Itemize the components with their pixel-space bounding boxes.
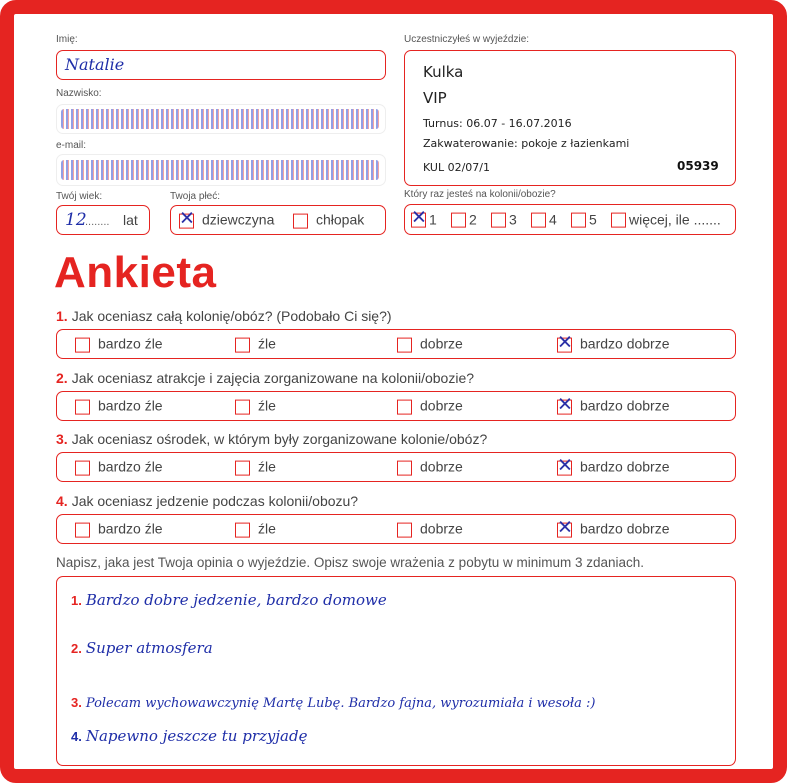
page-title: Ankieta bbox=[54, 248, 217, 297]
times-field bbox=[404, 204, 736, 235]
rating-option[interactable] bbox=[235, 398, 276, 415]
question-2-options bbox=[56, 391, 736, 421]
age-field[interactable] bbox=[56, 205, 150, 235]
question-4-text bbox=[56, 493, 358, 509]
question-2-text bbox=[56, 370, 474, 386]
rating-option[interactable] bbox=[75, 336, 163, 353]
checkbox-icon[interactable] bbox=[557, 522, 572, 537]
camp-name: Kulka bbox=[423, 63, 464, 81]
checkbox-icon[interactable] bbox=[235, 399, 250, 414]
checkbox-icon[interactable] bbox=[411, 213, 426, 228]
checkbox-icon[interactable] bbox=[397, 522, 412, 537]
checkbox-icon[interactable] bbox=[557, 460, 572, 475]
rating-label: bardzo dobrze bbox=[580, 335, 670, 352]
checkbox-icon[interactable] bbox=[397, 337, 412, 352]
checkbox-icon[interactable] bbox=[571, 213, 586, 228]
question-1-text bbox=[56, 308, 392, 324]
checkbox-icon[interactable] bbox=[235, 460, 250, 475]
checkbox-icon[interactable] bbox=[451, 213, 466, 228]
rating-label: dobrze bbox=[420, 335, 463, 352]
opinion-box[interactable] bbox=[56, 576, 736, 766]
times-option-3[interactable]: 3 bbox=[491, 211, 517, 228]
participant-label: Uczestniczyłeś w wyjeździe: bbox=[404, 34, 530, 45]
name-value: Natalie bbox=[65, 55, 125, 74]
rating-label: bardzo źle bbox=[98, 520, 163, 537]
name-label: Imię: bbox=[56, 34, 78, 45]
rating-label: bardzo dobrze bbox=[580, 520, 670, 537]
question-label: Jak oceniasz całą kolonię/obóz? (Podobało Ci się?) bbox=[71, 308, 392, 324]
age-unit: lat bbox=[123, 212, 138, 228]
turnus: Turnus: 06.07 - 16.07.2016 bbox=[423, 117, 572, 130]
checkbox-icon[interactable] bbox=[611, 213, 626, 228]
rating-label: dobrze bbox=[420, 397, 463, 414]
surname-label: Nazwisko: bbox=[56, 88, 102, 99]
checkbox-icon[interactable] bbox=[397, 399, 412, 414]
question-number: 1. bbox=[56, 308, 68, 324]
rating-option[interactable] bbox=[557, 398, 670, 415]
rating-label: bardzo źle bbox=[98, 335, 163, 352]
gender-label: Twoja płeć: bbox=[170, 191, 221, 202]
question-number: 4. bbox=[56, 493, 68, 509]
rating-label: źle bbox=[258, 397, 276, 414]
question-label: Jak oceniasz jedzenie podczas kolonii/obozu? bbox=[71, 493, 359, 509]
accommodation: Zakwaterowanie: pokoje z łazienkami bbox=[423, 137, 630, 150]
question-number: 2. bbox=[56, 370, 68, 386]
participant-box bbox=[404, 50, 736, 186]
rating-option[interactable] bbox=[397, 398, 463, 415]
rating-option[interactable] bbox=[75, 398, 163, 415]
rating-label: źle bbox=[258, 458, 276, 475]
times-option-5[interactable]: 5 bbox=[571, 211, 597, 228]
checkbox-icon[interactable] bbox=[75, 460, 90, 475]
email-redaction bbox=[61, 160, 379, 180]
times-option-more[interactable]: więcej, ile ....... bbox=[611, 211, 721, 228]
times-label: Który raz jesteś na kolonii/obozie? bbox=[404, 189, 556, 200]
gender-field bbox=[170, 205, 386, 235]
camp-code: KUL 02/07/1 bbox=[423, 161, 490, 174]
rating-option[interactable] bbox=[235, 459, 276, 476]
rating-option[interactable] bbox=[397, 336, 463, 353]
rating-label: bardzo źle bbox=[98, 397, 163, 414]
rating-label: dobrze bbox=[420, 458, 463, 475]
times-option-4[interactable]: 4 bbox=[531, 211, 557, 228]
rating-option[interactable] bbox=[397, 521, 463, 538]
question-3-text bbox=[56, 431, 487, 447]
rating-option[interactable] bbox=[235, 521, 276, 538]
camp-category: VIP bbox=[423, 89, 447, 107]
rating-option[interactable] bbox=[397, 459, 463, 476]
rating-label: bardzo dobrze bbox=[580, 397, 670, 414]
rating-label: źle bbox=[258, 335, 276, 352]
checkbox-icon[interactable] bbox=[75, 399, 90, 414]
rating-label: bardzo źle bbox=[98, 458, 163, 475]
age-dots: ........ bbox=[85, 216, 110, 228]
checkbox-icon[interactable] bbox=[491, 213, 506, 228]
rating-label: bardzo dobrze bbox=[580, 458, 670, 475]
checkbox-icon[interactable] bbox=[75, 337, 90, 352]
times-option-1[interactable]: ✕1 bbox=[411, 211, 437, 228]
times-option-2[interactable]: 2 bbox=[451, 211, 477, 228]
checkbox-icon[interactable] bbox=[397, 460, 412, 475]
checkbox-icon[interactable] bbox=[557, 337, 572, 352]
checkbox-icon[interactable] bbox=[235, 522, 250, 537]
question-label: Jak oceniasz ośrodek, w którym były zorganizowane kolonie/obóz? bbox=[71, 431, 488, 447]
checkbox-icon[interactable] bbox=[531, 213, 546, 228]
name-field[interactable] bbox=[56, 50, 386, 80]
question-3-options bbox=[56, 452, 736, 482]
gender-option-boy[interactable]: chłopak bbox=[293, 212, 364, 229]
rating-option[interactable] bbox=[557, 459, 670, 476]
opinion-line-4: 4. Napewno jeszcze tu przyjadę bbox=[71, 727, 308, 745]
checkbox-icon[interactable] bbox=[75, 522, 90, 537]
checkbox-icon[interactable] bbox=[179, 213, 194, 228]
age-label: Twój wiek: bbox=[56, 191, 103, 202]
question-number: 3. bbox=[56, 431, 68, 447]
checkbox-icon[interactable] bbox=[557, 399, 572, 414]
gender-option-girl[interactable]: ✕dziewczyna bbox=[179, 212, 274, 229]
rating-option[interactable] bbox=[235, 336, 276, 353]
rating-option[interactable] bbox=[75, 459, 163, 476]
checkbox-icon[interactable] bbox=[293, 213, 308, 228]
opinion-prompt: Napisz, jaka jest Twoja opinia o wyjeździe. Opisz swoje wrażenia z pobytu w minimum 3 zdaniach. bbox=[56, 555, 645, 570]
surname-redaction bbox=[61, 109, 379, 129]
age-value: 12 bbox=[65, 210, 87, 230]
question-label: Jak oceniasz atrakcje i zajęcia zorganizowane na kolonii/obozie? bbox=[71, 370, 475, 386]
rating-label: dobrze bbox=[420, 520, 463, 537]
opinion-line-2: 2. Super atmosfera bbox=[71, 639, 213, 657]
camp-number: 05939 bbox=[677, 159, 719, 173]
checkbox-icon[interactable] bbox=[235, 337, 250, 352]
question-1-options bbox=[56, 329, 736, 359]
opinion-line-3: 3. Polecam wychowawczynię Martę Lubę. Bardzo fajna, wyrozumiała i wesoła :) bbox=[71, 695, 596, 711]
rating-option[interactable] bbox=[557, 521, 670, 538]
question-4-options bbox=[56, 514, 736, 544]
rating-option[interactable] bbox=[75, 521, 163, 538]
rating-label: źle bbox=[258, 520, 276, 537]
opinion-line-1: 1. Bardzo dobre jedzenie, bardzo domowe bbox=[71, 591, 387, 609]
email-label: e-mail: bbox=[56, 140, 87, 151]
surname-field[interactable] bbox=[56, 104, 386, 134]
email-field[interactable] bbox=[56, 154, 386, 186]
rating-option[interactable] bbox=[557, 336, 670, 353]
